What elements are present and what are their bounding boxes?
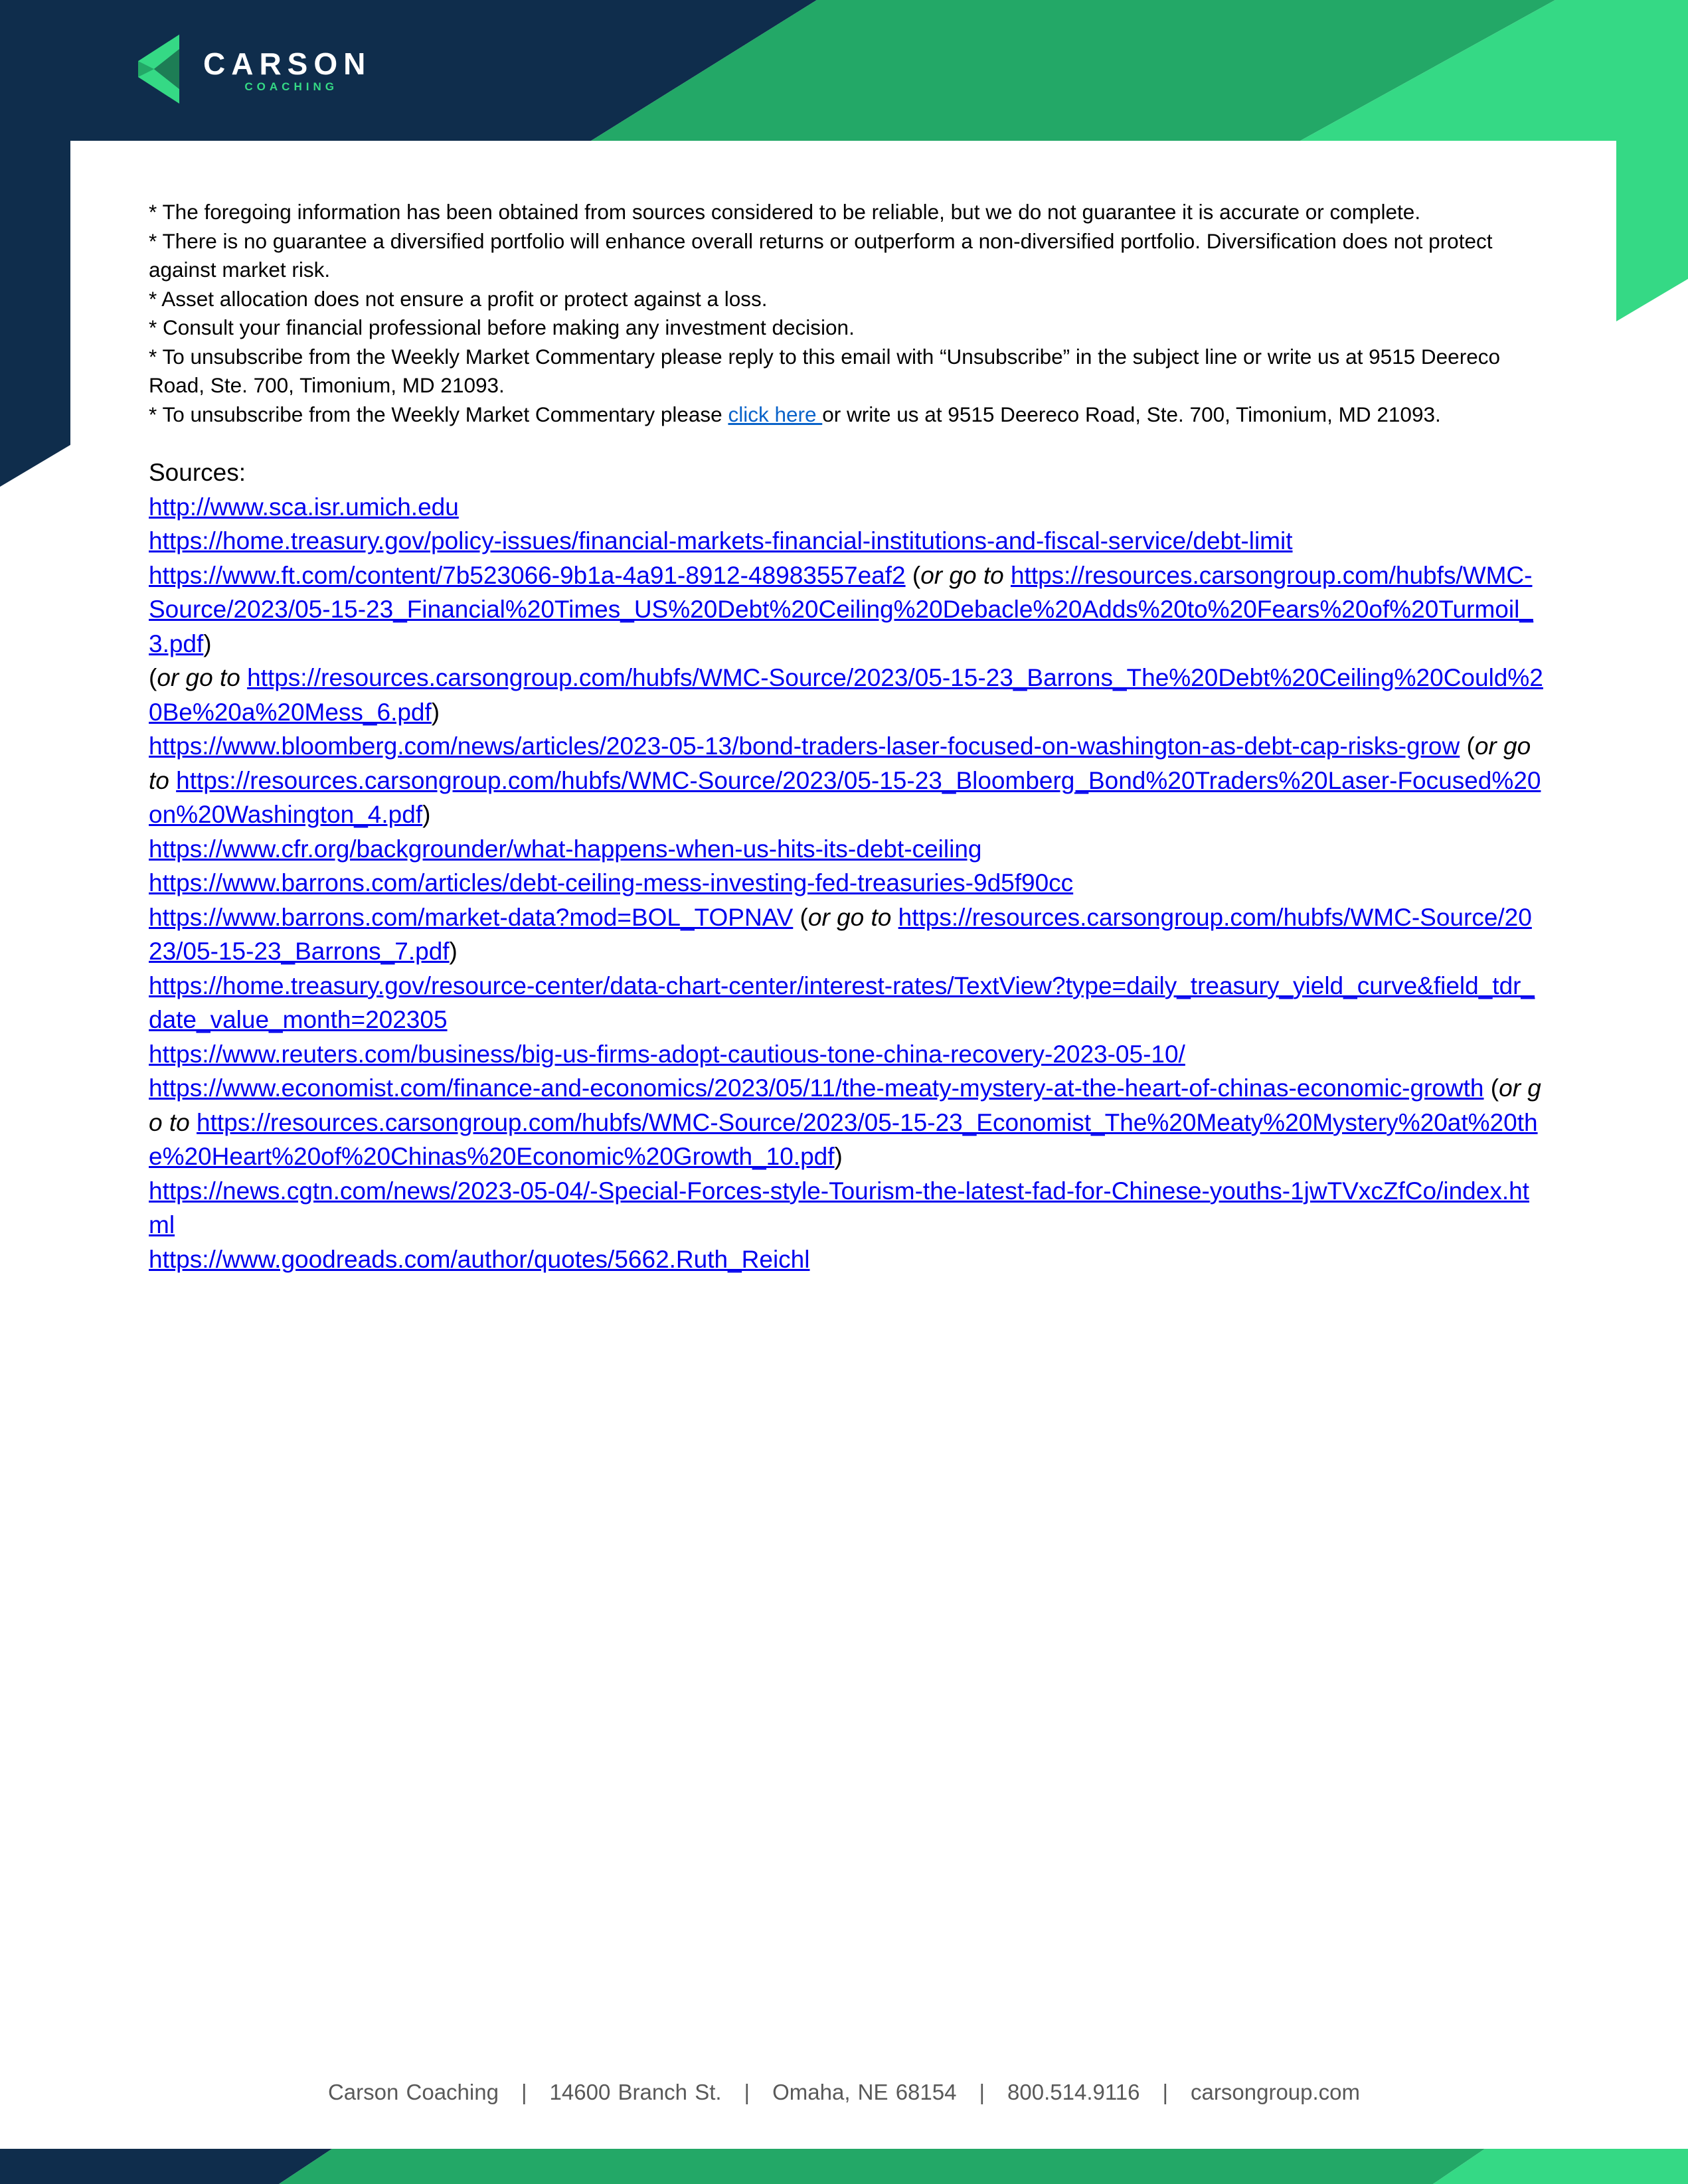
paren-close: ): [834, 1143, 843, 1170]
disclaimer-item: * Consult your financial professional before making any investment decision.: [149, 315, 855, 339]
footer-phone: 800.514.9116: [1007, 2080, 1140, 2104]
source-item: [149, 1037, 1543, 1072]
spacer: [190, 1109, 197, 1136]
source-link[interactable]: https://www.barrons.com/articles/debt-ceiling-mess-investing-fed-treasuries-9d5f90cc: [149, 869, 1074, 896]
carson-logo: [138, 35, 371, 104]
disclaimer-text: * To unsubscribe from the Weekly Market Commentary please: [149, 402, 728, 426]
source-link[interactable]: https://home.treasury.gov/resource-center/data-chart-center/interest-rates/TextView?type=daily_treasury_yield_curve&field_tdr_date_value_month=202305: [149, 971, 1535, 1033]
or-go-to-label: or go to: [157, 664, 240, 691]
source-link[interactable]: https://resources.carsongroup.com/hubfs/WMC-Source/2023/05-15-23_Financial%20Times_US%20Debt%20Ceiling%20Debacle%20Adds%20to%20Fears%20of%20Turmoil_3.pdf: [149, 561, 1533, 657]
paren-open: (: [1460, 732, 1475, 760]
paren-open: (: [149, 664, 157, 691]
source-item: [149, 1242, 1543, 1277]
source-item: [149, 866, 1543, 900]
right-green-strip: [1616, 141, 1688, 321]
source-item: [149, 729, 1543, 832]
source-link[interactable]: https://www.ft.com/content/7b523066-9b1a-4a91-8912-48983557eaf2: [149, 561, 906, 589]
footer-separator: |: [979, 2080, 985, 2104]
footer-website[interactable]: carsongroup.com: [1191, 2080, 1361, 2104]
source-link[interactable]: https://www.barrons.com/market-data?mod=BOL_TOPNAV: [149, 903, 794, 931]
footer-green-band: [279, 2149, 1485, 2184]
footer-street: 14600 Branch St.: [549, 2080, 722, 2104]
footer-city: Omaha, NE 68154: [772, 2080, 957, 2104]
disclaimer-item: * The foregoing information has been obtained from sources considered to be reliable, but we do not guarantee it is accurate or complete.: [149, 200, 1421, 224]
carson-chevron-logo-icon: [138, 35, 179, 104]
or-go-to-label: or go to: [149, 1074, 1541, 1136]
paren-close: ): [203, 630, 212, 657]
sources-section: [149, 456, 1543, 1276]
source-link[interactable]: https://resources.carsongroup.com/hubfs/WMC-Source/2023/05-15-23_Barrons_7.pdf: [149, 903, 1532, 965]
source-link[interactable]: https://www.goodreads.com/author/quotes/5662.Ruth_Reichl: [149, 1245, 810, 1273]
paren-close: ): [431, 698, 440, 726]
sources-heading: Sources:: [149, 459, 246, 486]
source-link[interactable]: https://resources.carsongroup.com/hubfs/WMC-Source/2023/05-15-23_Barrons_The%20Debt%20Ceiling%20Could%20Be%20a%20Mess_6.pdf: [149, 664, 1543, 726]
paren-close: ): [422, 801, 431, 828]
paren-open: (: [905, 561, 921, 589]
logo-wordmark: CARSON: [203, 46, 372, 81]
left-navy-strip: [0, 141, 70, 487]
source-link[interactable]: https://home.treasury.gov/policy-issues/financial-markets-financial-institutions-and-fiscal-service/debt-limit: [149, 527, 1293, 554]
disclaimer-block: [149, 198, 1543, 429]
source-link[interactable]: https://www.reuters.com/business/big-us-firms-adopt-cautious-tone-china-recovery-2023-05-10/: [149, 1040, 1185, 1068]
source-item: [149, 558, 1543, 661]
spacer: [891, 904, 898, 931]
logo-subtitle: COACHING: [244, 80, 338, 93]
disclaimer-item: * To unsubscribe from the Weekly Market Commentary please reply to this email with “Unsubscribe” in the subject line or write us at 9515 Deereco Road, Ste. 700, Timonium, MD 21093.: [149, 344, 1500, 397]
or-go-to-label: or go to: [807, 903, 892, 931]
sources-list: [149, 490, 1543, 1277]
source-link[interactable]: https://www.cfr.org/backgrounder/what-happens-when-us-hits-its-debt-ceiling: [149, 835, 982, 863]
source-item: [149, 490, 1543, 525]
paren-open: (: [793, 903, 808, 931]
disclaimer-item-unsubscribe: [149, 400, 1543, 430]
footer-separator: |: [744, 2080, 750, 2104]
source-item: [149, 832, 1543, 867]
source-item: [149, 969, 1543, 1037]
or-go-to-label: or go to: [920, 561, 1004, 589]
disclaimer-text: or write us at 9515 Deereco Road, Ste. 700, Timonium, MD 21093.: [822, 402, 1441, 426]
source-item: [149, 1071, 1543, 1174]
footer-separator: |: [521, 2080, 527, 2104]
footer-navy-band: [0, 2149, 332, 2184]
or-go-to-label: or go to: [149, 732, 1531, 794]
footer: [0, 2080, 1688, 2105]
source-item: [149, 1174, 1543, 1242]
spacer: [240, 664, 247, 691]
source-link[interactable]: http://www.sca.isr.umich.edu: [149, 493, 459, 521]
spacer: [1004, 562, 1011, 589]
source-link[interactable]: https://news.cgtn.com/news/2023-05-04/-Special-Forces-style-Tourism-the-latest-fad-for-Chinese-youths-1jwTVxcZfCo/index.html: [149, 1177, 1529, 1238]
disclaimer-item: * There is no guarantee a diversified portfolio will enhance overall returns or outperform a non-diversified portfolio. Diversification does not protect against market risk.: [149, 228, 1493, 282]
footer-separator: |: [1162, 2080, 1169, 2104]
document-body: [149, 198, 1543, 1276]
source-link[interactable]: https://www.bloomberg.com/news/articles/2023-05-13/bond-traders-laser-focused-on-washington-as-debt-cap-risks-grow: [149, 732, 1460, 760]
source-item: [149, 661, 1543, 729]
source-item: [149, 524, 1543, 558]
spacer: [169, 767, 176, 794]
source-link[interactable]: https://www.economist.com/finance-and-economics/2023/05/11/the-meaty-mystery-at-the-heart-of-chinas-economic-growth: [149, 1074, 1484, 1102]
paren-close: ): [449, 938, 458, 965]
source-link[interactable]: https://resources.carsongroup.com/hubfs/WMC-Source/2023/05-15-23_Bloomberg_Bond%20Traders%20Laser-Focused%20on%20Washington_4.pdf: [149, 766, 1541, 828]
source-item: [149, 900, 1543, 969]
disclaimer-item: * Asset allocation does not ensure a profit or protect against a loss.: [149, 286, 768, 311]
click-here-link[interactable]: click here: [728, 402, 823, 426]
footer-company: Carson Coaching: [327, 2080, 499, 2104]
source-link[interactable]: https://resources.carsongroup.com/hubfs/WMC-Source/2023/05-15-23_Economist_The%20Meaty%20Mystery%20at%20the%20Heart%20of%20Chinas%20Economic%20Growth_10.pdf: [149, 1108, 1538, 1170]
paren-open: (: [1483, 1074, 1499, 1102]
